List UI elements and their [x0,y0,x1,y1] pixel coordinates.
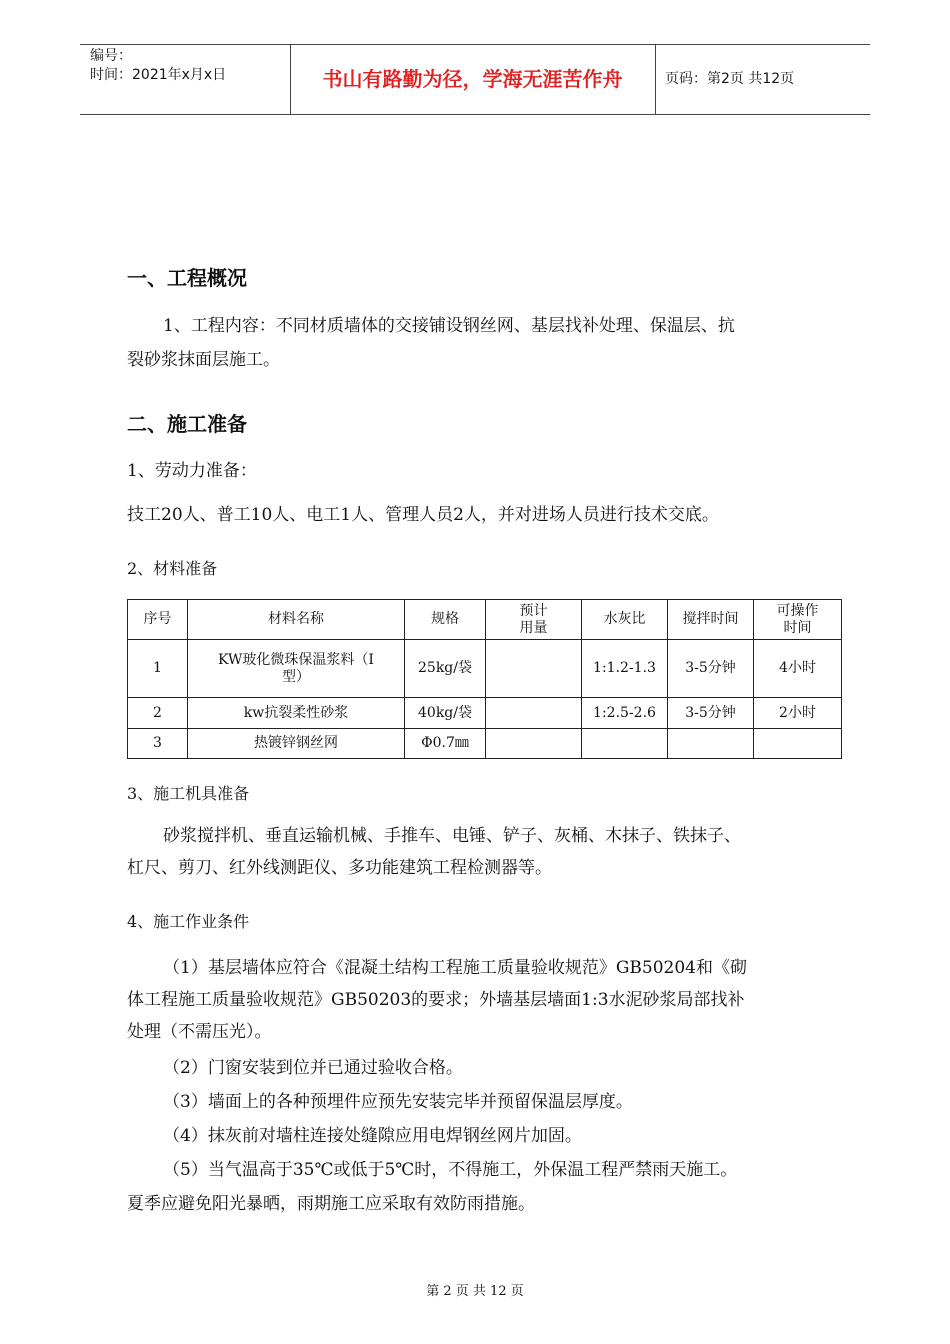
section1-heading: 一、工程概况 [127,266,247,290]
conditions-title: 4、施工作业条件 [127,912,250,931]
paragraph-line: 杠尺、剪刀、红外线测距仪、多功能建筑工程检测器等。 [127,858,552,878]
header-divider [655,45,656,114]
header-meta [90,47,285,85]
column-header: 搅拌时间 [668,600,754,640]
table-cell: 1 [128,640,188,698]
time-label: 时间：2021年x月x日 [90,67,227,83]
table-row [128,729,842,759]
table-row [128,640,842,698]
column-header: 规格 [405,600,486,640]
paragraph-line: 处理（不需压光）。 [127,1022,272,1042]
table-cell [486,640,582,698]
number-label: 编号： [90,48,132,64]
table-header-row [128,600,842,640]
materials-table [127,599,842,759]
paragraph-line: （5）当气温高于35℃或低于5℃时，不得施工，外保温工程严禁雨天施工。 [163,1160,738,1180]
section2-heading: 二、施工准备 [127,412,247,436]
paragraph-line: 夏季应避免阳光暴晒，雨期施工应采取有效防雨措施。 [127,1194,535,1214]
table-cell: 3-5分钟 [668,640,754,698]
table-cell [668,729,754,759]
table-cell: 25kg/袋 [405,640,486,698]
table-cell: kw抗裂柔性砂浆 [188,698,405,729]
column-header: 水灰比 [582,600,668,640]
table-cell: 40kg/袋 [405,698,486,729]
paragraph-line: （3）墙面上的各种预埋件应预先安装完毕并预留保温层厚度。 [163,1092,633,1112]
table-cell: 1:2.5-2.6 [582,698,668,729]
labor-text: 技工20人、普工10人、电工1人、管理人员2人，并对进场人员进行技术交底。 [127,505,719,525]
table-cell: Φ0.7㎜ [405,729,486,759]
labor-title: 1、劳动力准备： [127,461,257,481]
table-cell: 1:1.2-1.3 [582,640,668,698]
paragraph-line: （1）基层墙体应符合《混凝土结构工程施工质量验收规范》GB50204和《砌 [163,958,747,978]
machinery-title: 3、施工机具准备 [127,784,250,803]
paragraph-line: 1、工程内容：不同材质墙体的交接铺设钢丝网、基层找补处理、保温层、抗 [163,316,735,336]
column-header: 可操作 时间 [754,600,842,640]
table-cell: 热镀锌钢丝网 [188,729,405,759]
column-header: 材料名称 [188,600,405,640]
header-motto: 书山有路勤为径，学海无涯苦作舟 [322,67,623,91]
table-cell: 2小时 [754,698,842,729]
paragraph-line: （2）门窗安装到位并已通过验收合格。 [163,1058,463,1078]
table-cell [486,729,582,759]
page-footer: 第 2 页 共 12 页 [426,1284,524,1299]
paragraph-line: 裂砂浆抹面层施工。 [127,350,280,370]
column-header: 序号 [128,600,188,640]
table-cell [582,729,668,759]
table-cell: 4小时 [754,640,842,698]
table-cell [754,729,842,759]
page-header [80,44,870,115]
table-cell [486,698,582,729]
paragraph-line: 体工程施工质量验收规范》GB50203的要求；外墙基层墙面1:3水泥砂浆局部找补 [127,990,745,1010]
materials-title: 2、材料准备 [127,559,218,578]
table-row [128,698,842,729]
table-cell: KW玻化微珠保温浆料（Ⅰ 型） [188,640,405,698]
column-header: 预计 用量 [486,600,582,640]
table-cell: 3-5分钟 [668,698,754,729]
header-page-info: 页码：第2页 共12页 [665,71,795,87]
paragraph-line: （4）抹灰前对墙柱连接处缝隙应用电焊钢丝网片加固。 [163,1126,582,1146]
table-cell: 3 [128,729,188,759]
table-cell: 2 [128,698,188,729]
paragraph-line: 砂浆搅拌机、垂直运输机械、手推车、电锤、铲子、灰桶、木抹子、铁抹子、 [163,826,741,846]
